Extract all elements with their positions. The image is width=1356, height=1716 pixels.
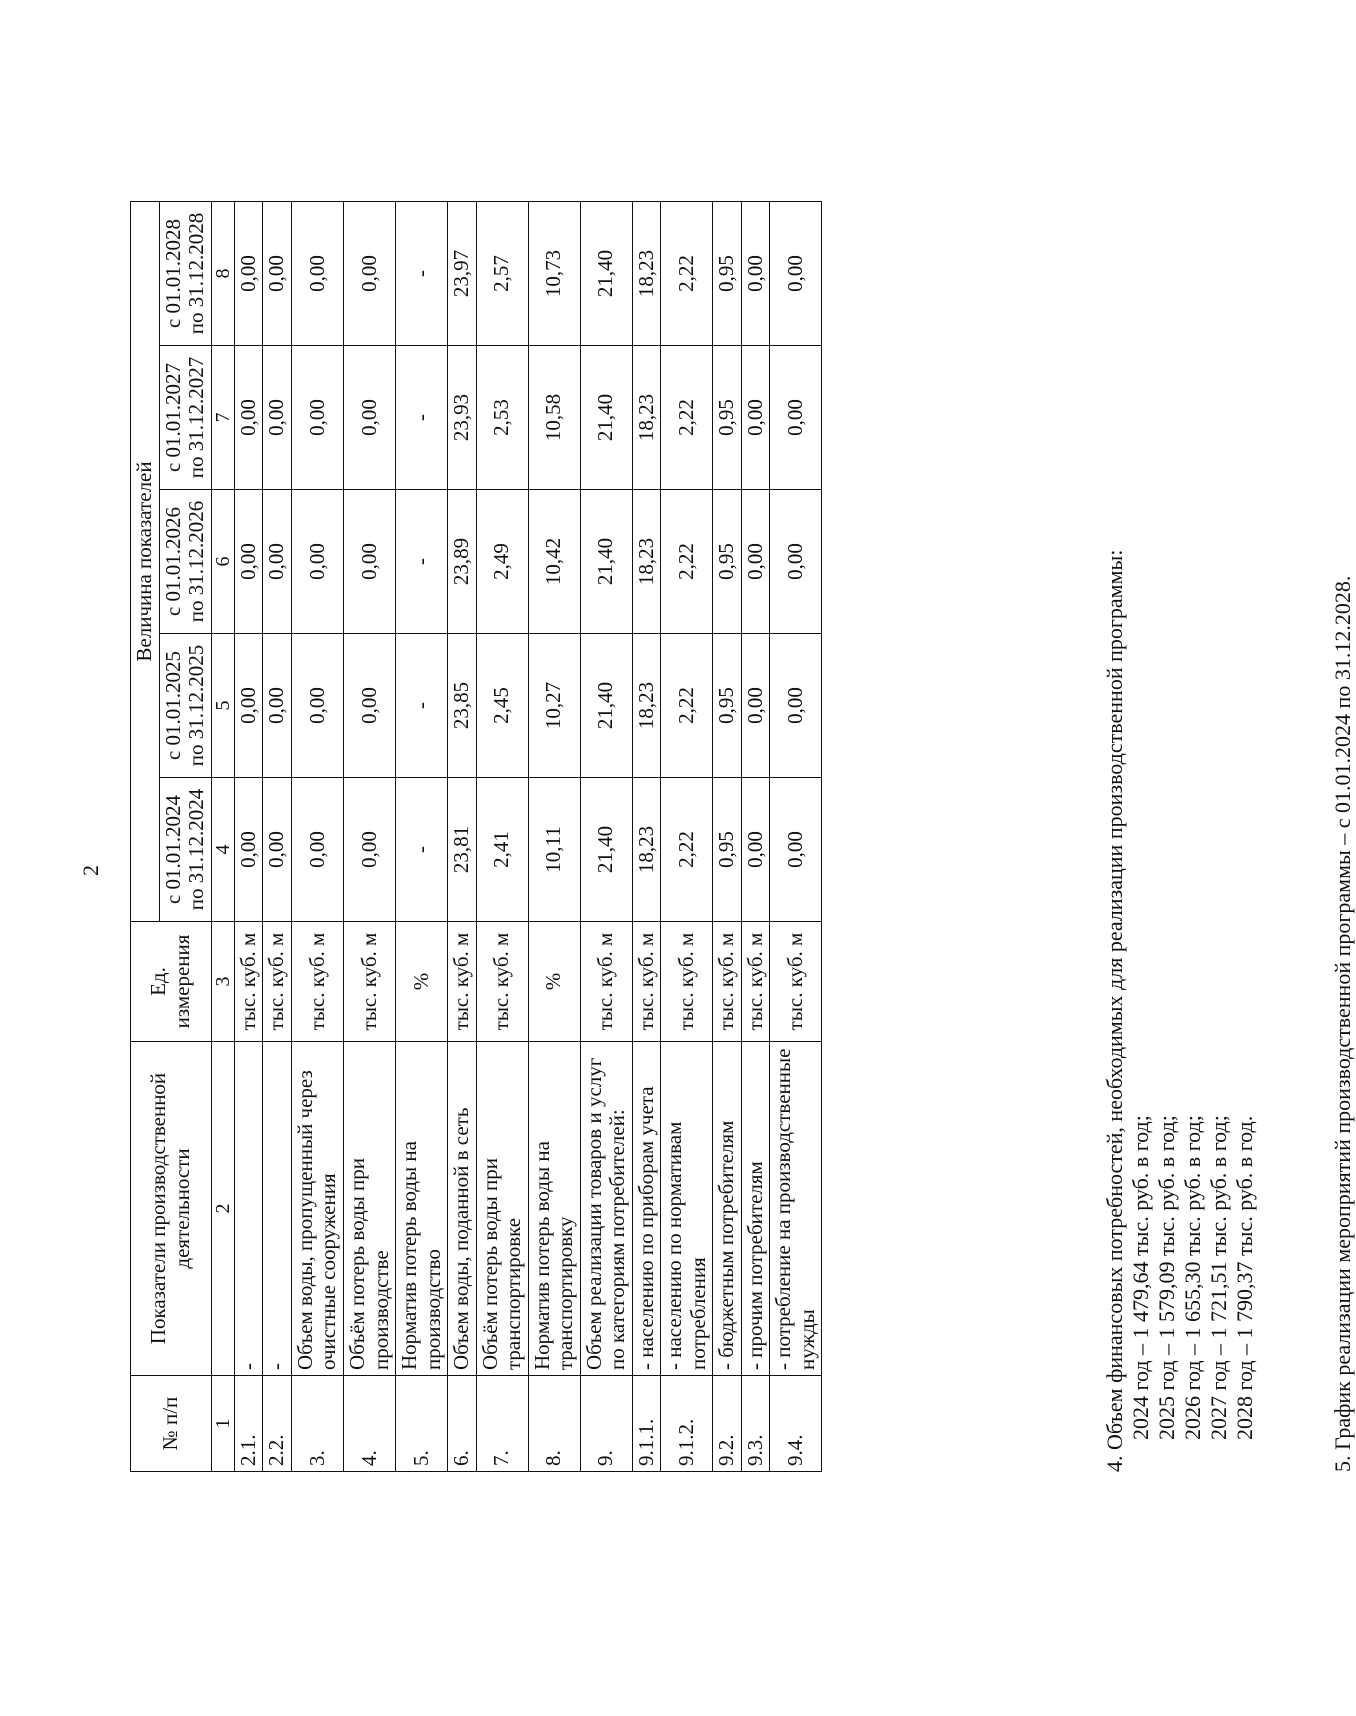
- row-num: 9.2.: [713, 1376, 742, 1472]
- row-value: 2,22: [661, 346, 713, 490]
- row-unit: тыс. куб. м: [234, 922, 263, 1042]
- row-value: 0,00: [234, 634, 263, 778]
- table-row: [661, 201, 713, 1471]
- column-number: 4: [211, 778, 234, 922]
- row-num: 2.1.: [234, 1376, 263, 1472]
- row-value: 2,45: [476, 634, 528, 778]
- row-value: -: [396, 634, 448, 778]
- row-value: 21,40: [580, 201, 632, 345]
- row-value: 0,00: [263, 490, 292, 634]
- row-num: 9.1.1.: [632, 1376, 661, 1472]
- row-value: 10,27: [528, 634, 580, 778]
- row-value: 0,00: [741, 490, 770, 634]
- header-period-2028: с 01.01.2028 по 31.12.2028: [159, 201, 211, 345]
- row-value: 10,58: [528, 346, 580, 490]
- header-period-2025: с 01.01.2025 по 31.12.2025: [159, 634, 211, 778]
- row-value: 0,00: [291, 201, 343, 345]
- table-row: [476, 201, 528, 1471]
- row-num: 3.: [291, 1376, 343, 1472]
- table-row: [580, 201, 632, 1471]
- row-num: 9.3.: [741, 1376, 770, 1472]
- row-indicator-name: -: [234, 1042, 263, 1376]
- row-value: 23,89: [448, 490, 477, 634]
- row-num: 9.4.: [770, 1376, 822, 1472]
- row-value: 18,23: [632, 346, 661, 490]
- row-value: 0,00: [741, 634, 770, 778]
- row-value: 18,23: [632, 201, 661, 345]
- row-unit: тыс. куб. м: [263, 922, 292, 1042]
- table-body: [234, 201, 821, 1471]
- page-number: 2: [78, 865, 103, 876]
- finance-line-2024: 2024 год – 1 479,64 тыс. руб. в год;: [1127, 1115, 1153, 1440]
- header-unit: Ед. измерения: [131, 922, 212, 1042]
- row-value: 0,00: [263, 346, 292, 490]
- row-unit: тыс. куб. м: [580, 922, 632, 1042]
- table-row: [632, 201, 661, 1471]
- header-row-1: [131, 201, 160, 1471]
- row-num: 9.: [580, 1376, 632, 1472]
- row-unit: тыс. куб. м: [291, 922, 343, 1042]
- schedule-section: 5. График реализации мероприятий производственной программы – с 01.01.2024 по 31.12.2028.: [1330, 575, 1355, 1472]
- row-value: 21,40: [580, 346, 632, 490]
- finance-heading: 4. Объем финансовых потребностей, необходимых для реализации производственной программы:: [1102, 549, 1127, 1472]
- row-unit: тыс. куб. м: [661, 922, 713, 1042]
- row-value: 0,00: [741, 201, 770, 345]
- row-num: 8.: [528, 1376, 580, 1472]
- row-value: 0,95: [713, 201, 742, 345]
- row-value: 2,53: [476, 346, 528, 490]
- row-value: 0,00: [344, 346, 396, 490]
- finance-line-2026: 2026 год – 1 655,30 тыс. руб. в год;: [1179, 1115, 1205, 1440]
- row-value: 0,00: [263, 201, 292, 345]
- column-number: 5: [211, 634, 234, 778]
- row-value: 0,00: [291, 634, 343, 778]
- row-value: 0,00: [770, 490, 822, 634]
- row-num: 5.: [396, 1376, 448, 1472]
- column-number: 8: [211, 201, 234, 345]
- row-value: 10,42: [528, 490, 580, 634]
- finance-line-2028: 2028 год – 1 790,37 тыс. руб. в год.: [1231, 1115, 1257, 1440]
- row-value: 0,00: [770, 346, 822, 490]
- row-value: 0,95: [713, 634, 742, 778]
- row-value: 0,95: [713, 490, 742, 634]
- row-value: -: [396, 490, 448, 634]
- column-number: 3: [211, 922, 234, 1042]
- table-row: [263, 201, 292, 1471]
- header-period-2024: с 01.01.2024 по 31.12.2024: [159, 778, 211, 922]
- row-num: 2.2.: [263, 1376, 292, 1472]
- row-value: 0,00: [344, 201, 396, 345]
- finance-section: [1102, 142, 1258, 1472]
- row-unit: тыс. куб. м: [448, 922, 477, 1042]
- row-value: 2,22: [661, 490, 713, 634]
- row-indicator-name: Объём потерь воды при транспортировке: [476, 1042, 528, 1376]
- row-value: 21,40: [580, 490, 632, 634]
- row-value: 2,41: [476, 778, 528, 922]
- row-value: 10,73: [528, 201, 580, 345]
- table-row: [741, 201, 770, 1471]
- row-unit: тыс. куб. м: [632, 922, 661, 1042]
- row-value: 18,23: [632, 634, 661, 778]
- table-row: [770, 201, 822, 1471]
- header-indicator: Показатели производственной деятельности: [131, 1042, 212, 1376]
- row-value: 0,00: [344, 634, 396, 778]
- header-values-group: Величина показателей: [131, 201, 160, 921]
- row-indicator-name: - потребление на производственные нужды: [770, 1042, 822, 1376]
- row-value: 0,00: [770, 778, 822, 922]
- row-unit: тыс. куб. м: [770, 922, 822, 1042]
- row-value: 0,00: [263, 778, 292, 922]
- row-value: 23,93: [448, 346, 477, 490]
- table-row: [396, 201, 448, 1471]
- header-period-2027: с 01.01.2027 по 31.12.2027: [159, 346, 211, 490]
- column-number-row: [211, 201, 234, 1471]
- row-num: 9.1.2.: [661, 1376, 713, 1472]
- row-value: 2,49: [476, 490, 528, 634]
- row-value: 2,22: [661, 634, 713, 778]
- table-row: [234, 201, 263, 1471]
- row-value: 0,00: [291, 346, 343, 490]
- table-row: [528, 201, 580, 1471]
- row-value: -: [396, 201, 448, 345]
- table-row: [344, 201, 396, 1471]
- column-number: 7: [211, 346, 234, 490]
- row-value: 0,00: [291, 490, 343, 634]
- header-num: № п/п: [131, 1376, 212, 1472]
- row-indicator-name: - прочим потребителям: [741, 1042, 770, 1376]
- row-indicator-name: - населению по приборам учета: [632, 1042, 661, 1376]
- row-unit: тыс. куб. м: [713, 922, 742, 1042]
- row-value: 18,23: [632, 778, 661, 922]
- column-number: 2: [211, 1042, 234, 1376]
- row-indicator-name: Объем воды, пропущенный через очистные сооружения: [291, 1042, 343, 1376]
- row-indicator-name: Объем воды, поданной в сеть: [448, 1042, 477, 1376]
- row-indicator-name: Объём потерь воды при производстве: [344, 1042, 396, 1376]
- row-unit: %: [396, 922, 448, 1042]
- row-value: 23,85: [448, 634, 477, 778]
- row-value: 0,00: [234, 201, 263, 345]
- row-value: 2,57: [476, 201, 528, 345]
- finance-line-2025: 2025 год – 1 579,09 тыс. руб. в год;: [1153, 1115, 1179, 1440]
- row-value: -: [396, 778, 448, 922]
- row-value: 2,22: [661, 201, 713, 345]
- production-indicators-table: [130, 201, 822, 1472]
- column-number: 6: [211, 490, 234, 634]
- table-row: [291, 201, 343, 1471]
- row-indicator-name: Норматив потерь воды на производство: [396, 1042, 448, 1376]
- row-indicator-name: - бюджетным потребителям: [713, 1042, 742, 1376]
- row-value: 21,40: [580, 634, 632, 778]
- column-number: 1: [211, 1376, 234, 1472]
- row-value: -: [396, 346, 448, 490]
- row-num: 6.: [448, 1376, 477, 1472]
- row-value: 0,95: [713, 778, 742, 922]
- row-num: 7.: [476, 1376, 528, 1472]
- row-value: 0,00: [234, 346, 263, 490]
- row-unit: тыс. куб. м: [344, 922, 396, 1042]
- row-value: 0,00: [234, 490, 263, 634]
- row-indicator-name: Объем реализации товаров и услуг по категориям потребителей:: [580, 1042, 632, 1376]
- row-num: 4.: [344, 1376, 396, 1472]
- row-value: 0,00: [741, 778, 770, 922]
- row-value: 0,95: [713, 346, 742, 490]
- row-value: 0,00: [291, 778, 343, 922]
- row-indicator-name: - населению по нормативам потребления: [661, 1042, 713, 1376]
- row-value: 23,81: [448, 778, 477, 922]
- row-value: 0,00: [770, 201, 822, 345]
- row-indicator-name: Норматив потерь воды на транспортировку: [528, 1042, 580, 1376]
- row-value: 0,00: [263, 634, 292, 778]
- row-unit: %: [528, 922, 580, 1042]
- row-value: 2,22: [661, 778, 713, 922]
- row-value: 18,23: [632, 490, 661, 634]
- row-value: 0,00: [234, 778, 263, 922]
- row-value: 0,00: [741, 346, 770, 490]
- row-unit: тыс. куб. м: [476, 922, 528, 1042]
- table-row: [448, 201, 477, 1471]
- header-period-2026: с 01.01.2026 по 31.12.2026: [159, 490, 211, 634]
- row-value: 0,00: [770, 634, 822, 778]
- row-unit: тыс. куб. м: [741, 922, 770, 1042]
- row-value: 23,97: [448, 201, 477, 345]
- table-row: [713, 201, 742, 1471]
- row-value: 21,40: [580, 778, 632, 922]
- row-value: 0,00: [344, 778, 396, 922]
- row-value: 10,11: [528, 778, 580, 922]
- row-value: 0,00: [344, 490, 396, 634]
- finance-line-2027: 2027 год – 1 721,51 тыс. руб. в год;: [1205, 1115, 1231, 1440]
- row-indicator-name: -: [263, 1042, 292, 1376]
